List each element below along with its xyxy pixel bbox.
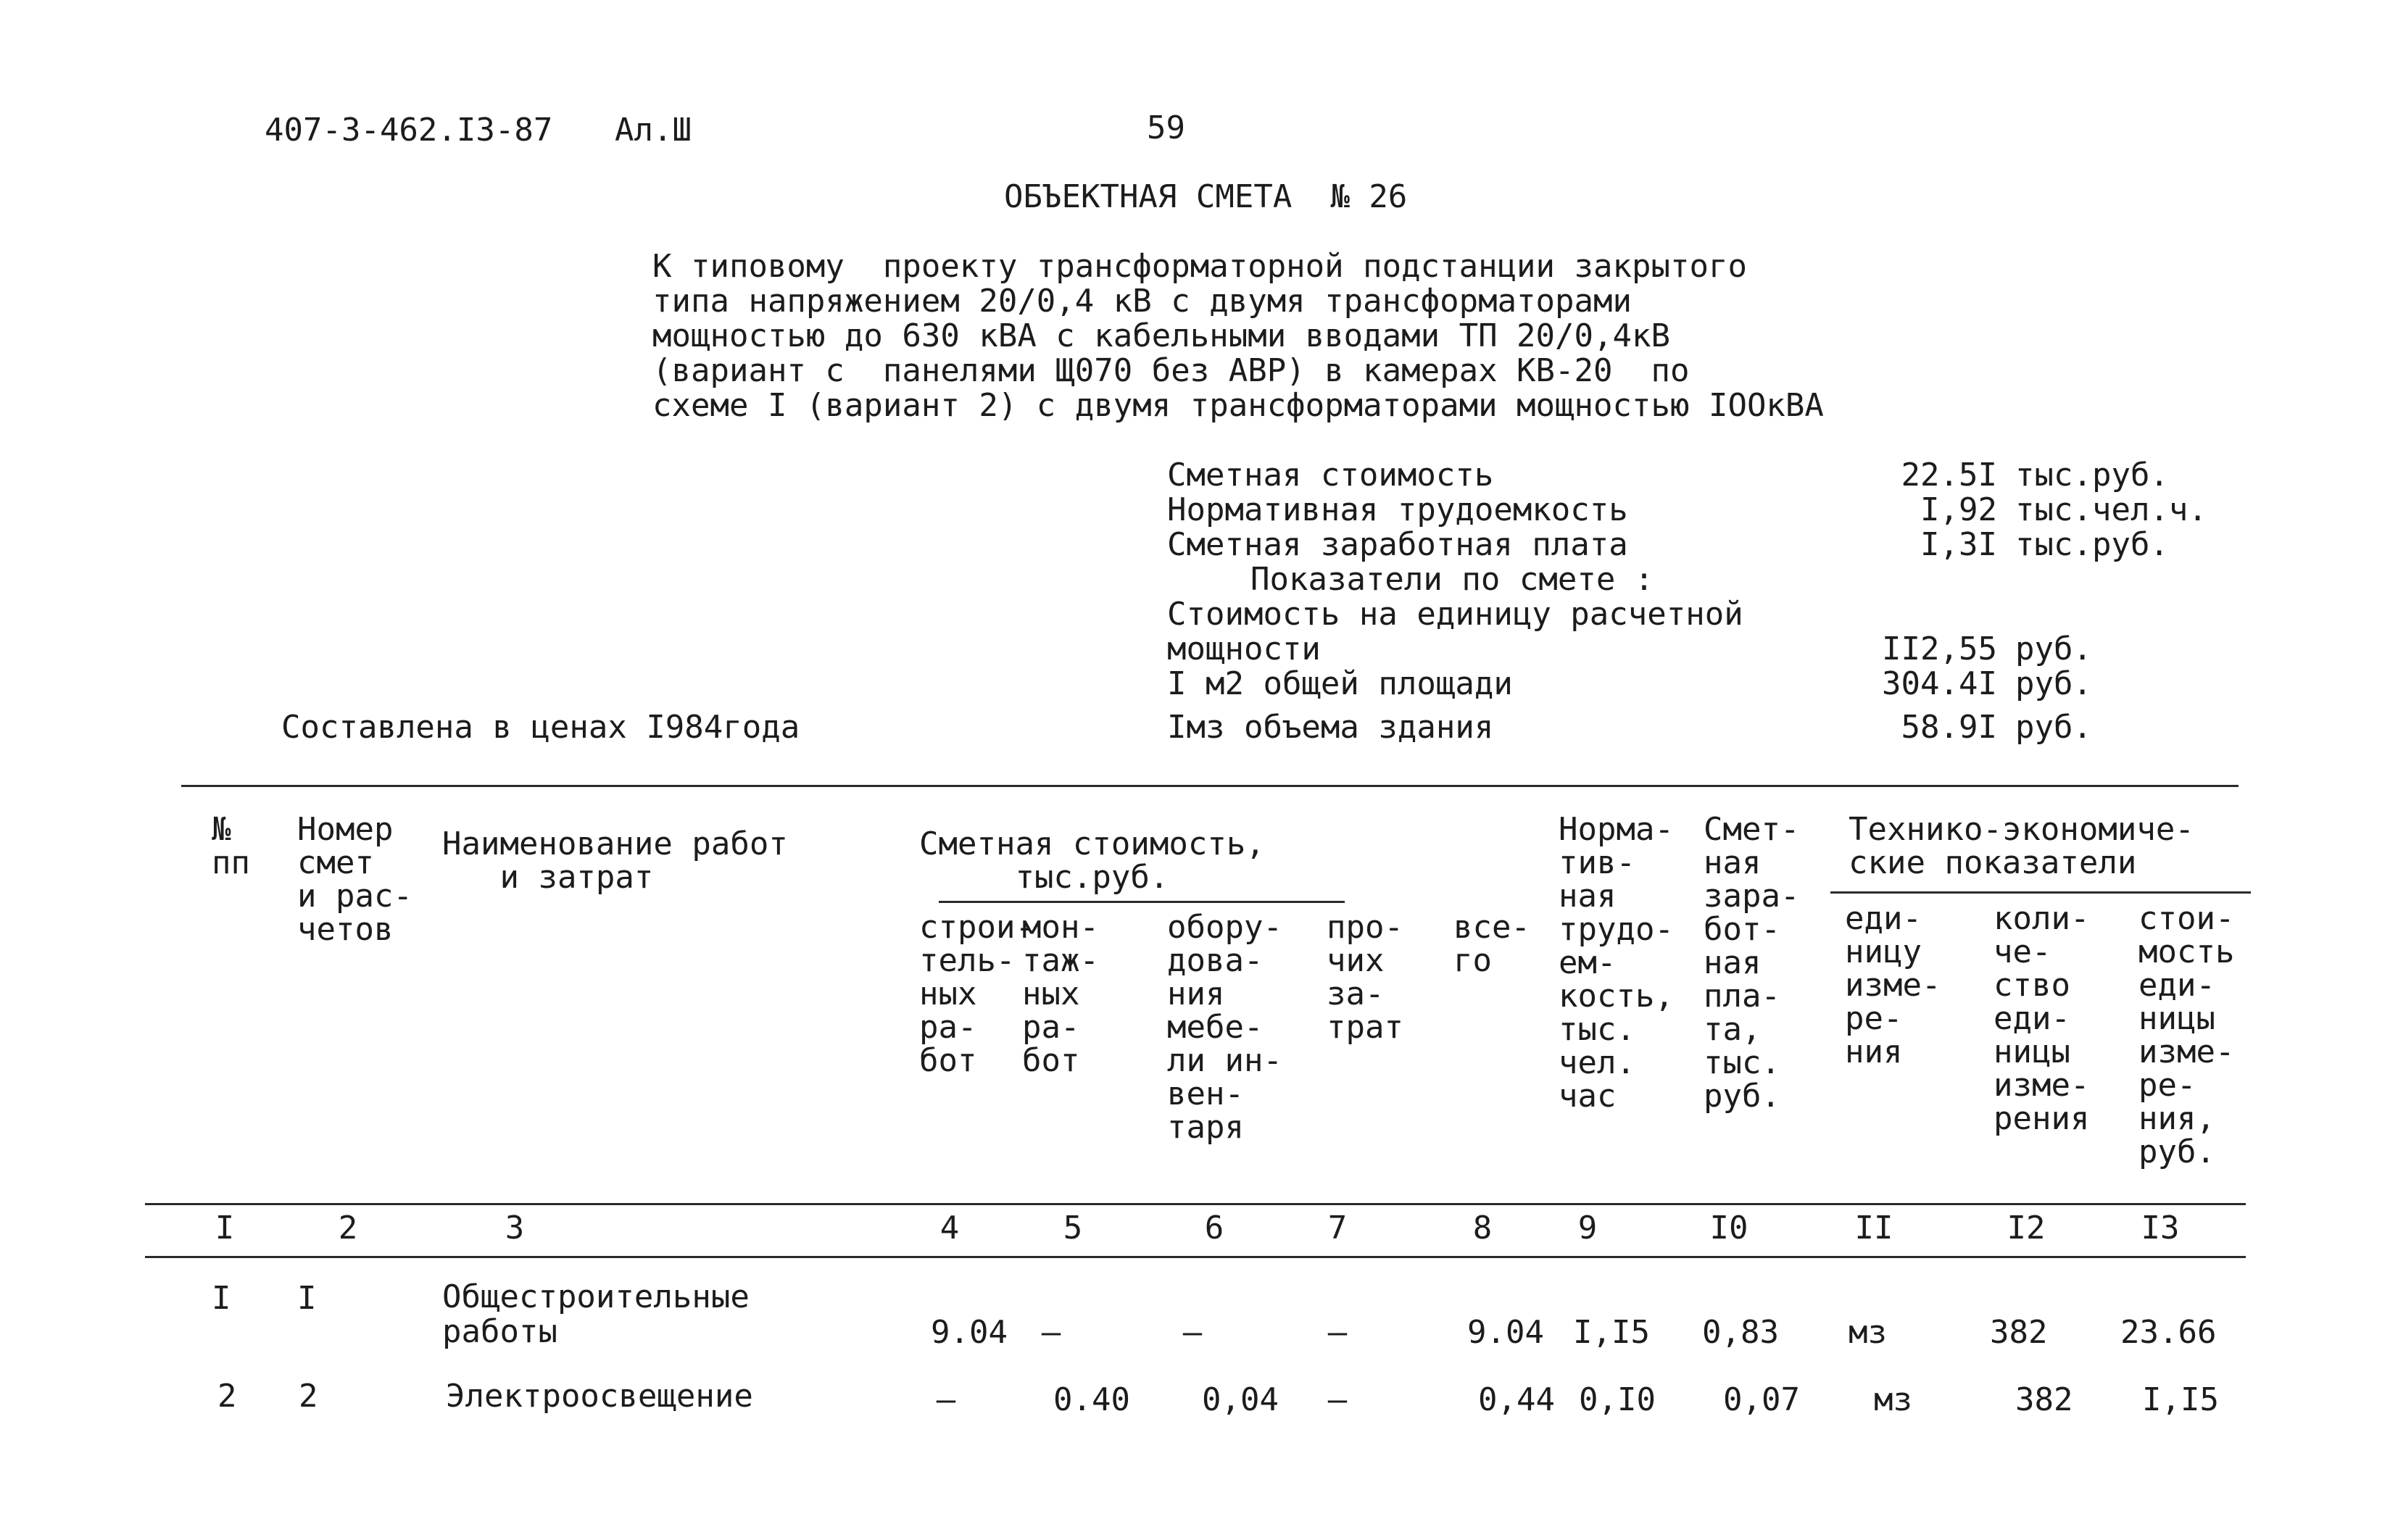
building-volume-unit: руб.: [2015, 709, 2092, 746]
description-line-5: схеме I (вариант 2) с двумя трансформаторами мощностью IOOкВА: [652, 387, 1824, 424]
table-top-rule: [181, 785, 2239, 787]
column-numbers-rule: [145, 1256, 2246, 1258]
column-number: 3: [505, 1210, 525, 1246]
column-number: 2: [338, 1210, 358, 1246]
header-bottom-rule: [145, 1203, 2246, 1205]
indicators-heading: Показатели по смете :: [1250, 561, 1654, 598]
column-number: 6: [1204, 1210, 1224, 1246]
labor-intensity-label: Нормативная трудоемкость: [1167, 491, 1628, 528]
column-number: I3: [2141, 1210, 2180, 1246]
tech-group-underline: [1830, 891, 2251, 894]
unit-power-unit: руб.: [2015, 630, 2092, 667]
building-volume-value: 58.9I: [1901, 709, 1997, 746]
description-line-4: (вариант с панелями Щ070 без АВР) в камерах КВ-20 по: [652, 352, 1690, 389]
column-number: I: [215, 1210, 235, 1246]
description-line-2: типа напряжением 20/0,4 кВ с двумя трансформаторами: [652, 283, 1632, 320]
header-row-number: № пп: [212, 811, 250, 881]
row-unit: мз: [1849, 1314, 1887, 1351]
row-total-cost: 9.04: [1467, 1314, 1544, 1351]
description-line-3: мощностью до 630 кВА с кабельными вводами ТП 20/0,4кВ: [652, 317, 1670, 354]
floor-area-label: I м2 общей площади: [1167, 665, 1513, 702]
header-quantity: коли- че- ство еди- ницы изме- рения: [1994, 900, 2090, 1137]
column-number: II: [1854, 1210, 1893, 1246]
header-work-name: Наименование работ и затрат: [442, 825, 788, 896]
floor-area-value: 304.4I: [1882, 665, 1997, 702]
row-construction-cost: 9.04: [931, 1314, 1008, 1351]
row-unit-cost: I,I5: [2142, 1381, 2219, 1418]
header-estimated-wage: Смет- ная зара- бот- ная пла- та, тыс. руб.: [1704, 811, 1800, 1115]
header-other-costs: про- чих за- трат: [1327, 909, 1403, 1046]
column-number: 7: [1327, 1210, 1348, 1246]
unit-power-label-cont: мощности: [1167, 630, 1321, 667]
floor-area-unit: руб.: [2015, 665, 2092, 702]
row-estimated-wage: 0,83: [1702, 1314, 1779, 1351]
row-number: I: [212, 1280, 231, 1317]
estimated-wage-value: I,3I: [1920, 526, 1997, 563]
row-estimate-number: 2: [299, 1378, 318, 1415]
row-number: 2: [217, 1378, 237, 1415]
row-other-cost: –: [1327, 1381, 1348, 1418]
header-cost-group: Сметная стоимость, тыс.руб.: [919, 825, 1265, 896]
cost-group-underline: [939, 901, 1345, 903]
row-installation-cost: 0.40: [1053, 1381, 1130, 1418]
column-number: I0: [1709, 1210, 1748, 1246]
row-labor-intensity: I,I5: [1573, 1314, 1650, 1351]
row-other-cost: –: [1327, 1314, 1348, 1351]
row-work-name: Общестроительные работы: [442, 1278, 750, 1350]
header-labor-intensity: Норма- тив- ная трудо- ем- кость, тыс. чел. час: [1559, 811, 1674, 1115]
estimated-cost-unit: тыс.руб.: [2015, 457, 2169, 494]
album-label: Ал.Ш: [615, 112, 692, 149]
column-number: 9: [1577, 1210, 1598, 1246]
header-total: все- го: [1453, 909, 1530, 979]
row-estimated-wage: 0,07: [1723, 1381, 1800, 1418]
row-estimate-number: I: [297, 1280, 317, 1317]
estimated-cost-value: 22.5I: [1901, 457, 1997, 494]
row-quantity: 382: [1990, 1314, 2048, 1351]
document-title: ОБЪЕКТНАЯ СМЕТА № 26: [1004, 178, 1408, 215]
header-equipment-furniture: обору- дова- ния мебе- ли ин- вен- таря: [1167, 909, 1282, 1146]
row-work-name: Электроосвещение: [446, 1378, 753, 1415]
row-labor-intensity: 0,I0: [1579, 1381, 1656, 1418]
prices-note: Составлена в ценах I984года: [281, 709, 800, 746]
row-equipment-cost: 0,04: [1202, 1381, 1279, 1418]
row-total-cost: 0,44: [1478, 1381, 1555, 1418]
row-equipment-cost: –: [1182, 1314, 1203, 1351]
labor-intensity-unit: тыс.чел.ч.: [2015, 491, 2207, 528]
column-number: 4: [939, 1210, 960, 1246]
row-installation-cost: –: [1041, 1314, 1061, 1351]
labor-intensity-value: I,92: [1920, 491, 1997, 528]
estimated-cost-label: Сметная стоимость: [1167, 457, 1494, 494]
header-unit-cost: стои- мость еди- ницы изме- ре- ния, руб.: [2138, 900, 2235, 1170]
row-construction-cost: –: [936, 1381, 956, 1418]
estimated-wage-unit: тыс.руб.: [2015, 526, 2169, 563]
column-number: 5: [1063, 1210, 1083, 1246]
document-code: 407-3-462.I3-87: [265, 112, 553, 149]
header-unit-of-measure: еди- ницу изме- ре- ния: [1845, 900, 1941, 1070]
estimated-wage-label: Сметная заработная плата: [1167, 526, 1628, 563]
header-installation-works: мон- таж- ных ра- бот: [1022, 909, 1099, 1079]
row-quantity: 382: [2015, 1381, 2073, 1418]
row-unit: мз: [1874, 1381, 1912, 1418]
description-line-1: К типовому проекту трансформаторной подстанции закрытого: [652, 248, 1747, 285]
building-volume-label: Iмз объема здания: [1167, 709, 1494, 746]
unit-power-value: II2,55: [1882, 630, 1997, 667]
column-number: I2: [2007, 1210, 2046, 1246]
column-number: 8: [1472, 1210, 1493, 1246]
row-unit-cost: 23.66: [2120, 1314, 2217, 1351]
unit-power-label: Стоимость на единицу расчетной: [1167, 596, 1743, 633]
header-tech-group: Технико-экономиче- ские показатели: [1849, 811, 2194, 881]
header-construction-works: строи- тель- ных ра- бот: [919, 909, 1034, 1079]
page-number: 59: [1147, 109, 1185, 146]
header-estimate-number: Номер смет и рас- четов: [297, 811, 412, 948]
